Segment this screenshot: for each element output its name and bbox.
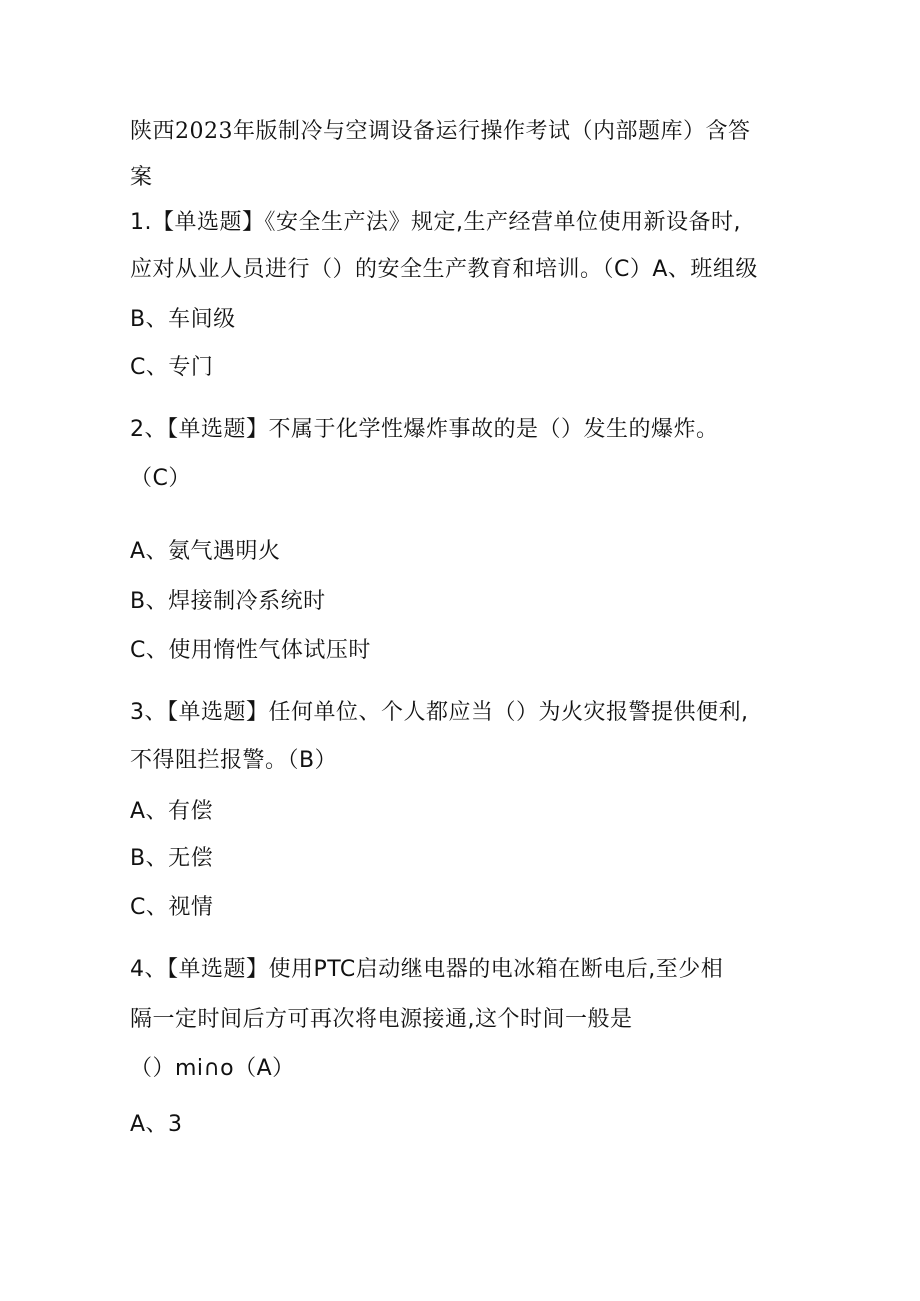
question-4-option-a: A、3 (130, 1112, 183, 1137)
doc-title-line2: 案 (130, 165, 153, 190)
question-4-line2: 隔一定时间后方可再次将电源接通,这个时间一般是 (130, 1007, 633, 1032)
question-3-line2: 不得阻拦报警。（B） (130, 748, 338, 773)
question-3-option-a: A、有偿 (130, 799, 214, 824)
doc-title-line1: 陕西2023年版制冷与空调设备运行操作考试（内部题库）含答 (130, 119, 751, 144)
question-4-line1: 4、【单选题】使用PTC启动继电器的电冰箱在断电后,至少相 (130, 957, 724, 982)
question-3-option-b: B、无偿 (130, 846, 214, 871)
question-2-option-c: C、使用惰性气体试压时 (130, 638, 371, 663)
question-1-line2: 应对从业人员进行（）的安全生产教育和培训。（C）A、班组级 (130, 257, 758, 282)
question-2-option-b: B、焊接制冷系统时 (130, 589, 326, 614)
question-1-option-c: C、专门 (130, 355, 214, 380)
question-2-line2: （C） (130, 466, 191, 491)
question-4-line3: （）mi∩o（A） (130, 1056, 295, 1081)
question-1-option-b: B、车间级 (130, 307, 236, 332)
question-1-line1: 1.【单选题】《安全生产法》规定,生产经营单位使用新设备时, (130, 210, 741, 235)
question-3-option-c: C、视情 (130, 895, 214, 920)
question-2-option-a: A、氨气遇明火 (130, 539, 281, 564)
question-2-line1: 2、【单选题】不属于化学性爆炸事故的是（）发生的爆炸。 (130, 417, 719, 442)
question-3-line1: 3、【单选题】任何单位、个人都应当（）为火灾报警提供便利, (130, 700, 749, 725)
